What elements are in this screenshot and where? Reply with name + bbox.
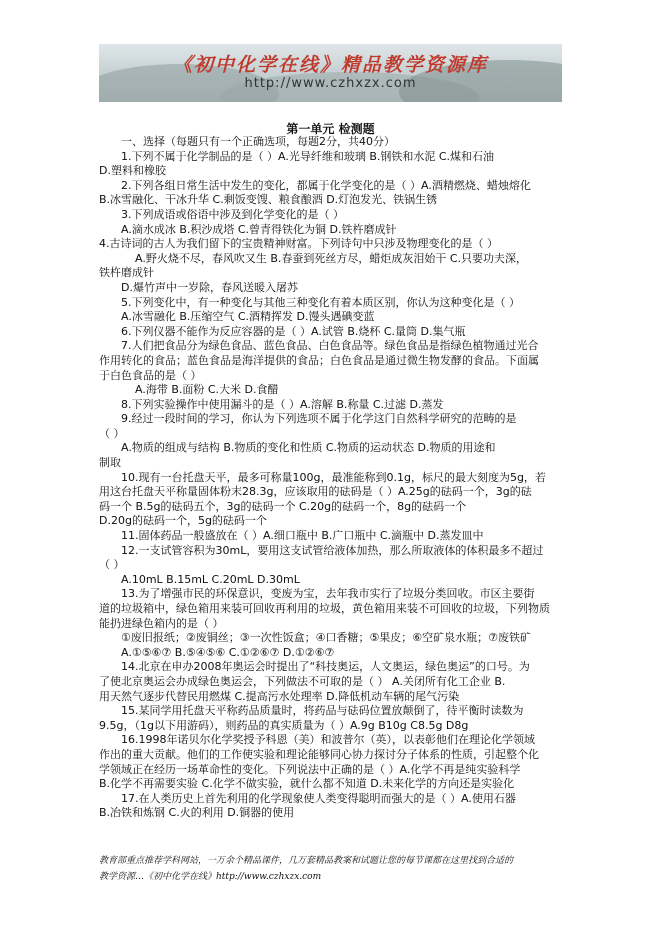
section-heading: 一、选择（每题只有一个正确选项，每题2分，共40分） xyxy=(121,135,395,148)
question-line: （ ） xyxy=(99,426,125,440)
question-line: 用这台托盘天平称量固体粉末28.3g，应该取用的砝码是（ ）A.25g的砝码一个，3g的砝 xyxy=(99,485,532,499)
question-line: 11.固体药品一般盛放在（ ）A.细口瓶中 B.广口瓶中 C.滴瓶中 D.蒸发皿中 xyxy=(121,529,484,543)
question-line: 2.下列各组日常生活中发生的变化，都属于化学变化的是（ ）A.酒精燃烧、蜡烛熔化 xyxy=(121,178,531,192)
question-line: 码一个 B.5g的砝码五个，3g的砝码一个 C.20g的砝码一个，8g的砝码一个 xyxy=(99,499,467,513)
question-line: 15.某同学用托盘天平称药品质量时，将药品与砝码位置放颠倒了，待平衡时读数为 xyxy=(121,704,524,718)
question-line: 5.下列变化中，有一种变化与其他三种变化有着本质区别，你认为这种变化是（ ） xyxy=(121,295,520,309)
question-line: B.冶铁和炼钢 C.火的利用 D.铜器的使用 xyxy=(99,806,295,820)
question-line: A.野火烧不尽，春风吹又生 B.春蚕到死丝方尽，蜡炬成灰泪始干 C.只要功夫深， xyxy=(135,251,528,265)
question-line: 16.1998年诺贝尔化学奖授予科恩（美）和波普尔（英），以表彰他们在理论化学领域 xyxy=(121,733,535,747)
question-line: A.物质的组成与结构 B.物质的变化和性质 C.物质的运动状态 D.物质的用途和 xyxy=(121,441,496,455)
page-footer xyxy=(99,853,563,885)
question-line: A.海带 B.面粉 C.大米 D.食醋 xyxy=(135,383,279,397)
question-line: 铁杵磨成针 xyxy=(99,266,154,280)
question-line: A.滴水成冰 B.积沙成塔 C.曾青得铁化为铜 D.铁杵磨成针 xyxy=(121,222,397,236)
question-line: 3.下列成语或俗语中涉及到化学变化的是（ ） xyxy=(121,207,344,221)
question-line: 17.在人类历史上首先利用的化学现象使人类变得聪明而强大的是（ ）A.使用石器 xyxy=(121,791,516,805)
question-line: 7.人们把食品分为绿色食品、蓝色食品、白色食品等。绿色食品是指绿色植物通过光合 xyxy=(121,339,539,353)
question-line: ①废旧报纸；②废铜丝；③一次性饭盒；④口香糖；⑤果皮；⑥空矿泉水瓶；⑦废铁矿 xyxy=(121,631,532,645)
question-line: A.10mL B.15mL C.20mL D.30mL xyxy=(121,572,300,586)
question-list xyxy=(99,135,563,821)
question-line: 8.下列实验操作中使用漏斗的是（ ）A.溶解 B.称量 C.过滤 D.蒸发 xyxy=(121,397,444,411)
question-line: 14.北京在申办2008年奥运会时提出了“科技奥运，人文奥运，绿色奥运”的口号。为 xyxy=(121,660,530,674)
banner-title: 《初中化学在线》精品教学资源库 xyxy=(172,54,488,76)
question-line: 6.下列仪器不能作为反应容器的是（ ）A.试管 B.烧杯 C.量筒 D.集气瓶 xyxy=(121,324,466,338)
banner-url[interactable]: http://www.czhxzx.com xyxy=(244,76,417,91)
question-line: 用天然气逐步代替民用燃煤 C.提高污水处理率 D.降低机动车辆的尾气污染 xyxy=(99,689,460,703)
question-line: D.爆竹声中一岁除，春风送暖入屠苏 xyxy=(121,280,298,294)
page-title: 第一单元 检测题 xyxy=(286,122,375,136)
question-line: 9.经过一段时间的学习，你认为下列选项不属于化学这门自然科学研究的范畴的是 xyxy=(121,412,517,426)
question-line: （ ） xyxy=(99,558,125,572)
question-line: 13.为了增强市民的环保意识，变废为宝，去年我市实行了垃圾分类回收。市区主要街 xyxy=(121,587,535,601)
question-line: 10.现有一台托盘天平，最多可称量100g，最准能称到0.1g，标尺的最大刻度为5g，若 xyxy=(121,470,546,484)
question-line: 9.5g，（1g以下用游码），则药品的真实质量为（ ）A.9g B10g C8.5g D8g xyxy=(99,718,469,732)
question-line: 作出的重大贡献。他们的工作使实验和理论能够同心协力探讨分子体系的性质，引起整个化 xyxy=(99,747,539,761)
question-line: D.塑料和橡胶 xyxy=(99,164,166,178)
question-line: A.冰雪融化 B.压缩空气 C.酒精挥发 D.馒头遇碘变蓝 xyxy=(121,310,375,324)
question-line: B.化学不再需要实验 C.化学不做实验，就什么都不知道 D.未来化学的方向还是实验化 xyxy=(99,777,515,791)
question-line: 4.古诗词的古人为我们留下的宝贵精神财富。下列诗句中只涉及物理变化的是（ ） xyxy=(99,237,498,251)
question-line: 12.一支试管容积为30mL，要用这支试管给液体加热，那么所取液体的体积最多不超过 xyxy=(121,543,544,557)
question-line: 1.下列不属于化学制品的是（ ）A.光导纤维和玻璃 B.钢铁和水泥 C.煤和石油 xyxy=(121,149,495,163)
question-line: 于白色食品的是（ ） xyxy=(99,368,202,382)
footer-line: 教学资源…《初中化学在线》http://www.czhxzx.com xyxy=(99,872,322,882)
question-line: 能扔进绿色箱内的是（ ） xyxy=(99,616,224,630)
question-line: 作用转化的食品；蓝色食品是海洋提供的食品；白色食品是通过微生物发酵的食品。下面属 xyxy=(99,353,539,367)
question-line: A.①⑤⑥⑦ B.⑤④⑤⑥ C.①②⑥⑦ D.①②⑥⑦ xyxy=(121,645,335,659)
question-line: B.冰雪融化、干冰升华 C.剩饭变馊、粮食酿酒 D.灯泡发光、铁锅生锈 xyxy=(99,193,438,207)
question-line: 道的垃圾箱中，绿色箱用来装可回收再利用的垃圾，黄色箱用来装不可回收的垃圾，下列物质 xyxy=(99,602,550,615)
question-line: 学领域正在经历一场革命性的变化。下列说法中正确的是（ ）A.化学不再是纯实验科学 xyxy=(99,762,521,776)
footer-line: 教育部重点推荐学科网站，一万余个精品课件，几万套精品教案和试题让您的每节课都在这里找到合适的 xyxy=(99,856,514,866)
question-line: 了使北京奥运会办成绿色奥运会，下列做法不可取的是（ ） A.关闭所有化工企业 B. xyxy=(99,674,506,688)
question-line: D.20g的砝码一个，5g的砝码一个 xyxy=(99,514,267,528)
question-line: 制取 xyxy=(99,456,121,470)
header-banner xyxy=(99,44,562,102)
